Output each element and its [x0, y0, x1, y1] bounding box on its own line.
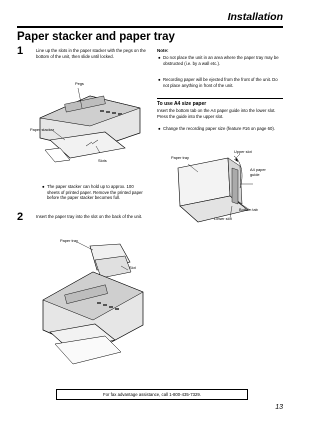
fax-unit-stacker-illustration: [30, 78, 148, 168]
label-a4-paper-tray: Paper tray: [171, 155, 189, 160]
step-1-bullet: [42, 184, 147, 201]
label-a4-guide: A4 paper guide: [250, 167, 266, 177]
bullet-icon: ●: [42, 184, 45, 189]
a4-bullet-text: Change the recording paper size (feature #16 on page 60).: [163, 126, 276, 131]
a4-bullet: [158, 126, 283, 132]
note-item-text: Recording paper will be ejected from the front of the unit. Do not place anything in front of the unit.: [163, 77, 278, 88]
bullet-icon: ●: [158, 126, 161, 131]
step-2-text: Insert the paper tray into the slot on the back of the unit.: [36, 214, 143, 219]
bullet-icon: ●: [158, 55, 161, 60]
label-slot: Slot: [129, 265, 136, 270]
footer-assistance: For fax advantage assistance, call 1-800-435-7329.: [56, 389, 248, 400]
header-title: Installation: [227, 11, 283, 23]
a4-title: To use A4 size paper: [157, 101, 207, 107]
note-item: [158, 77, 283, 88]
note-title: Note:: [157, 48, 169, 53]
label-lower-slot: Lower slot: [214, 216, 232, 221]
step-1-text: Line up the slots in the paper stacker with the pegs on the bottom of the unit, then slide until locked.: [36, 48, 146, 59]
step-1-bullet-text: The paper stacker can hold up to approx. 100 sheets of printed paper. Remove the printed paper before the paper stacker becomes full.: [47, 184, 143, 201]
label-pegs: Pegs: [75, 81, 84, 86]
step-2-number: 2: [17, 211, 24, 223]
note-item: [158, 55, 283, 66]
section-title: Paper stacker and paper tray: [17, 31, 175, 43]
label-upper-slot: Upper slot: [234, 149, 252, 154]
label-paper-tray: Paper tray: [60, 238, 78, 243]
step-1-number: 1: [17, 45, 24, 57]
label-bottom-tab: Bottom tab: [239, 207, 258, 212]
label-slots: Slots: [98, 158, 107, 163]
note-item-text: Do not place the unit in an area where the paper tray may be obstructed (i.e. by a wall etc.).: [163, 55, 279, 66]
section-divider: [157, 98, 283, 99]
fax-unit-tray-illustration: [35, 240, 148, 380]
bullet-icon: ●: [158, 77, 161, 82]
a4-text: Insert the bottom tab on the A4 paper guide into the lower slot. Press the guide into the upper slot.: [157, 108, 276, 119]
label-paper-stacker: Paper stacker: [30, 127, 55, 132]
header-rule: [17, 26, 283, 28]
page-number: 13: [275, 404, 283, 411]
